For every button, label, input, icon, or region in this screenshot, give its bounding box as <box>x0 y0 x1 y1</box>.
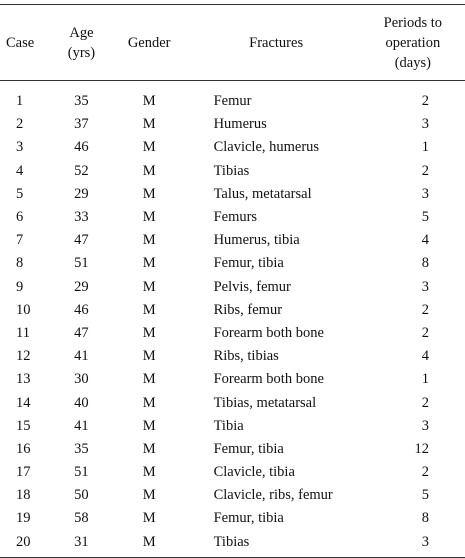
cell-fractures: Humerus, tibia <box>213 232 300 249</box>
cell-days: 3 <box>421 185 429 202</box>
cell-fractures: Clavicle, ribs, femur <box>213 487 333 504</box>
cell-days: 3 <box>421 278 429 295</box>
cell-age: 50 <box>74 487 89 504</box>
header-periods-line-2: operation <box>385 34 441 51</box>
cell-fractures: Humerus <box>213 116 267 133</box>
cell-age: 40 <box>74 394 89 411</box>
table-row <box>0 322 465 345</box>
cell-case: 18 <box>16 487 31 504</box>
cell-case: 2 <box>16 116 24 133</box>
cell-fractures: Ribs, femur <box>213 301 283 318</box>
cell-fractures: Femur, tibia <box>213 510 284 527</box>
cell-days: 2 <box>421 162 429 179</box>
cell-days: 2 <box>421 324 429 341</box>
cell-gender: M <box>142 510 156 527</box>
cell-fractures: Femur <box>213 93 252 110</box>
cell-gender: M <box>142 232 156 249</box>
cell-fractures: Femurs <box>213 209 258 226</box>
cell-gender: M <box>142 324 156 341</box>
cell-days: 1 <box>421 371 429 388</box>
cell-case: 10 <box>16 301 31 318</box>
cell-days: 3 <box>363 531 465 558</box>
cell-case: 5 <box>16 185 24 202</box>
cell-age: 35 <box>74 440 89 457</box>
cell-age: 47 <box>74 324 89 341</box>
cell-age: 30 <box>74 371 89 388</box>
cell-gender: M <box>142 417 156 434</box>
cell-fractures: Clavicle, tibia <box>213 464 295 481</box>
cell-fractures: Pelvis, femur <box>213 278 291 295</box>
table-row <box>0 415 465 438</box>
cell-days: 2 <box>421 301 429 318</box>
table-row <box>0 391 465 414</box>
cell-fractures: Tibia <box>213 417 244 434</box>
cell-case: 8 <box>16 255 24 272</box>
cell-fractures: Tibias <box>213 162 250 179</box>
cell-days: 3 <box>421 116 429 133</box>
cell-case: 12 <box>16 348 31 365</box>
table-body <box>0 81 465 558</box>
cell-gender: M <box>142 139 156 156</box>
cell-age: 31 <box>54 531 109 558</box>
cell-age: 51 <box>74 255 89 272</box>
header-age-line-2: (yrs) <box>67 44 96 61</box>
cell-fractures: Femur, tibia <box>213 255 284 272</box>
cell-gender: M <box>142 440 156 457</box>
cell-gender: M <box>142 185 156 202</box>
table-row <box>0 438 465 461</box>
cell-age: 58 <box>74 510 89 527</box>
table-row <box>0 345 465 368</box>
cell-case: 6 <box>16 209 24 226</box>
cell-case: 17 <box>16 464 31 481</box>
cell-days: 5 <box>421 487 429 504</box>
cell-age: 46 <box>74 301 89 318</box>
cell-case: 11 <box>16 324 30 341</box>
header-age <box>54 5 109 81</box>
cell-fractures: Talus, metatarsal <box>213 185 312 202</box>
table-row <box>0 299 465 322</box>
cell-days: 2 <box>421 394 429 411</box>
cell-gender: M <box>142 255 156 272</box>
cell-age: 52 <box>74 162 89 179</box>
cell-gender: M <box>142 464 156 481</box>
cell-days: 4 <box>421 348 429 365</box>
cell-case: 19 <box>16 510 31 527</box>
cell-days: 4 <box>421 232 429 249</box>
cell-days: 12 <box>414 440 429 457</box>
cell-gender: M <box>142 116 156 133</box>
table-row <box>0 531 465 558</box>
table-row <box>0 183 465 206</box>
cell-age: 29 <box>74 278 89 295</box>
table-row <box>0 252 465 275</box>
cell-gender: M <box>142 348 156 365</box>
cell-fractures: Forearm both bone <box>213 371 324 388</box>
cell-case: 14 <box>16 394 31 411</box>
cell-case: 20 <box>0 531 54 558</box>
table-row <box>0 507 465 530</box>
cell-age: 46 <box>74 139 89 156</box>
cell-case: 4 <box>16 162 24 179</box>
cell-age: 41 <box>74 417 89 434</box>
cell-case: 3 <box>16 139 24 156</box>
header-case: Case <box>0 5 54 81</box>
table-header <box>0 5 465 81</box>
cell-days: 3 <box>421 417 429 434</box>
cell-gender: M <box>142 487 156 504</box>
table-row <box>0 276 465 299</box>
cell-gender: M <box>142 371 156 388</box>
cell-age: 47 <box>74 232 89 249</box>
table-row <box>0 206 465 229</box>
table-row <box>0 368 465 391</box>
table-row <box>0 160 465 183</box>
cell-age: 29 <box>74 185 89 202</box>
cell-case: 13 <box>16 371 31 388</box>
header-periods <box>363 5 465 81</box>
cell-gender: M <box>142 162 156 179</box>
cell-fractures: Femur, tibia <box>213 440 284 457</box>
cell-days: 1 <box>421 139 429 156</box>
cell-gender: M <box>142 394 156 411</box>
header-fractures: Fractures <box>190 5 363 81</box>
cell-days: 5 <box>421 209 429 226</box>
cell-fractures: Clavicle, humerus <box>213 139 320 156</box>
fracture-cases-table <box>0 4 465 558</box>
cell-fractures: Tibias <box>190 531 363 558</box>
cell-gender: M <box>142 209 156 226</box>
cell-gender: M <box>142 93 156 110</box>
cell-fractures: Ribs, tibias <box>213 348 279 365</box>
header-periods-line-3: (days) <box>394 54 431 71</box>
table-row <box>0 484 465 507</box>
header-gender: Gender <box>109 5 190 81</box>
cell-case: 9 <box>16 278 24 295</box>
cell-gender: M <box>109 531 190 558</box>
cell-fractures: Tibias, metatarsal <box>213 394 317 411</box>
cell-age: 51 <box>74 464 89 481</box>
table-row <box>0 113 465 136</box>
cell-age: 33 <box>74 209 89 226</box>
cell-gender: M <box>142 278 156 295</box>
header-row <box>0 5 465 81</box>
header-periods-line-1: Periods to <box>383 14 443 31</box>
cell-age: 35 <box>74 93 89 110</box>
cell-case: 16 <box>16 440 31 457</box>
cell-gender: M <box>142 301 156 318</box>
cell-case: 15 <box>16 417 31 434</box>
cell-case: 1 <box>16 93 24 110</box>
cell-age: 41 <box>74 348 89 365</box>
table-row <box>0 229 465 252</box>
cell-days: 2 <box>421 464 429 481</box>
cell-days: 2 <box>421 93 429 110</box>
cell-fractures: Forearm both bone <box>213 324 324 341</box>
table-row <box>0 461 465 484</box>
cell-case: 7 <box>16 232 24 249</box>
table-row <box>0 81 465 114</box>
cell-age: 37 <box>74 116 89 133</box>
cell-days: 8 <box>421 510 429 527</box>
table-row <box>0 136 465 159</box>
header-age-line-1: Age <box>69 24 94 41</box>
cell-days: 8 <box>421 255 429 272</box>
